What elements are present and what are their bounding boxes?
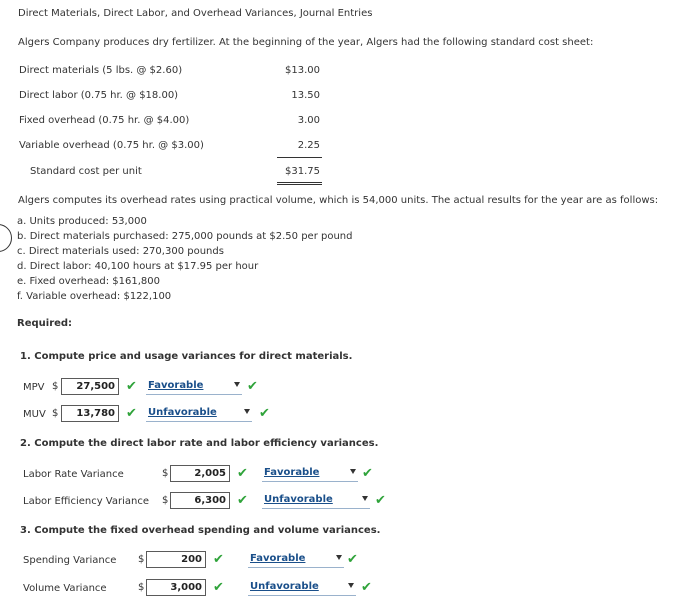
spending-variance-label: Spending Variance bbox=[23, 555, 117, 566]
chevron-down-icon bbox=[350, 469, 356, 474]
page-title: Direct Materials, Direct Labor, and Overhead Variances, Journal Entries bbox=[18, 8, 373, 19]
q2-heading: 2. Compute the direct labor rate and labor efficiency variances. bbox=[20, 438, 379, 449]
cost-row-label: Variable overhead (0.75 hr. @ $3.00) bbox=[19, 140, 204, 151]
labor-efficiency-input[interactable]: 6,300 bbox=[170, 492, 230, 509]
labor-rate-label: Labor Rate Variance bbox=[23, 469, 124, 480]
practical-volume-text: Algers computes its overhead rates using practical volume, which is 54,000 units. The actual results for the year are as follows: bbox=[18, 195, 659, 206]
dollar-sign: $ bbox=[162, 468, 169, 479]
dollar-sign: $ bbox=[52, 381, 59, 392]
labor-rate-input[interactable]: 2,005 bbox=[170, 465, 230, 482]
labor-rate-type-select[interactable] bbox=[262, 465, 358, 482]
check-icon: ✔ bbox=[259, 406, 270, 421]
cost-row-label: Direct labor (0.75 hr. @ $18.00) bbox=[19, 90, 179, 101]
muv-label: MUV bbox=[23, 409, 46, 420]
q3-heading: 3. Compute the fixed overhead spending and volume variances. bbox=[20, 525, 381, 536]
check-icon: ✔ bbox=[362, 466, 373, 481]
spending-variance-type-select[interactable] bbox=[248, 551, 344, 568]
dollar-sign: $ bbox=[162, 495, 169, 506]
check-icon: ✔ bbox=[126, 406, 137, 421]
muv-type-select[interactable] bbox=[146, 405, 252, 422]
chevron-down-icon bbox=[244, 409, 250, 414]
cost-row-label: Direct materials (5 lbs. @ $2.60) bbox=[19, 65, 183, 76]
q1-heading: 1. Compute price and usage variances for direct materials. bbox=[20, 351, 353, 362]
spending-variance-input[interactable]: 200 bbox=[146, 551, 206, 568]
cost-row-value: 13.50 bbox=[291, 90, 320, 101]
check-icon: ✔ bbox=[375, 493, 386, 508]
required-label: Required: bbox=[17, 318, 73, 329]
volume-variance-label: Volume Variance bbox=[23, 583, 107, 594]
page-edge-circle bbox=[0, 224, 12, 252]
select-value: Unfavorable bbox=[148, 407, 217, 418]
chevron-down-icon bbox=[362, 496, 368, 501]
cost-row-value: 3.00 bbox=[297, 115, 320, 126]
check-icon: ✔ bbox=[237, 493, 248, 508]
list-item: a. Units produced: 53,000 bbox=[17, 216, 147, 227]
cost-row-value: $13.00 bbox=[285, 65, 320, 76]
list-item: f. Variable overhead: $122,100 bbox=[17, 291, 172, 302]
check-icon: ✔ bbox=[213, 580, 224, 595]
cost-row-label: Fixed overhead (0.75 hr. @ $4.00) bbox=[19, 115, 190, 126]
cost-row-value: 2.25 bbox=[297, 140, 320, 151]
check-icon: ✔ bbox=[126, 379, 137, 394]
total-rule bbox=[277, 184, 322, 185]
check-icon: ✔ bbox=[347, 552, 358, 567]
check-icon: ✔ bbox=[361, 580, 372, 595]
labor-efficiency-type-select[interactable] bbox=[262, 492, 370, 509]
mpv-input[interactable]: 27,500 bbox=[61, 378, 119, 395]
select-value: Favorable bbox=[148, 380, 204, 391]
mpv-label: MPV bbox=[23, 382, 45, 393]
volume-variance-input[interactable]: 3,000 bbox=[146, 579, 206, 596]
list-item: d. Direct labor: 40,100 hours at $17.95 per hour bbox=[17, 261, 259, 272]
muv-input[interactable]: 13,780 bbox=[61, 405, 119, 422]
check-icon: ✔ bbox=[213, 552, 224, 567]
cost-total-value: $31.75 bbox=[285, 166, 320, 177]
select-value: Unfavorable bbox=[250, 581, 319, 592]
chevron-down-icon bbox=[234, 382, 240, 387]
cost-total-label: Standard cost per unit bbox=[30, 166, 142, 177]
mpv-type-select[interactable] bbox=[146, 378, 242, 395]
check-icon: ✔ bbox=[247, 379, 258, 394]
select-value: Favorable bbox=[264, 467, 320, 478]
dollar-sign: $ bbox=[138, 554, 145, 565]
select-value: Favorable bbox=[250, 553, 306, 564]
list-item: e. Fixed overhead: $161,800 bbox=[17, 276, 160, 287]
chevron-down-icon bbox=[348, 583, 354, 588]
select-value: Unfavorable bbox=[264, 494, 333, 505]
intro-text: Algers Company produces dry fertilizer. At the beginning of the year, Algers had the following standard cost sheet: bbox=[18, 37, 594, 48]
chevron-down-icon bbox=[336, 555, 342, 560]
subtotal-rule bbox=[277, 157, 322, 158]
volume-variance-type-select[interactable] bbox=[248, 579, 356, 596]
list-item: c. Direct materials used: 270,300 pounds bbox=[17, 246, 224, 257]
list-item: b. Direct materials purchased: 275,000 pounds at $2.50 per pound bbox=[17, 231, 353, 242]
dollar-sign: $ bbox=[52, 408, 59, 419]
dollar-sign: $ bbox=[138, 582, 145, 593]
labor-efficiency-label: Labor Efficiency Variance bbox=[23, 496, 150, 507]
total-rule bbox=[277, 182, 322, 183]
check-icon: ✔ bbox=[237, 466, 248, 481]
